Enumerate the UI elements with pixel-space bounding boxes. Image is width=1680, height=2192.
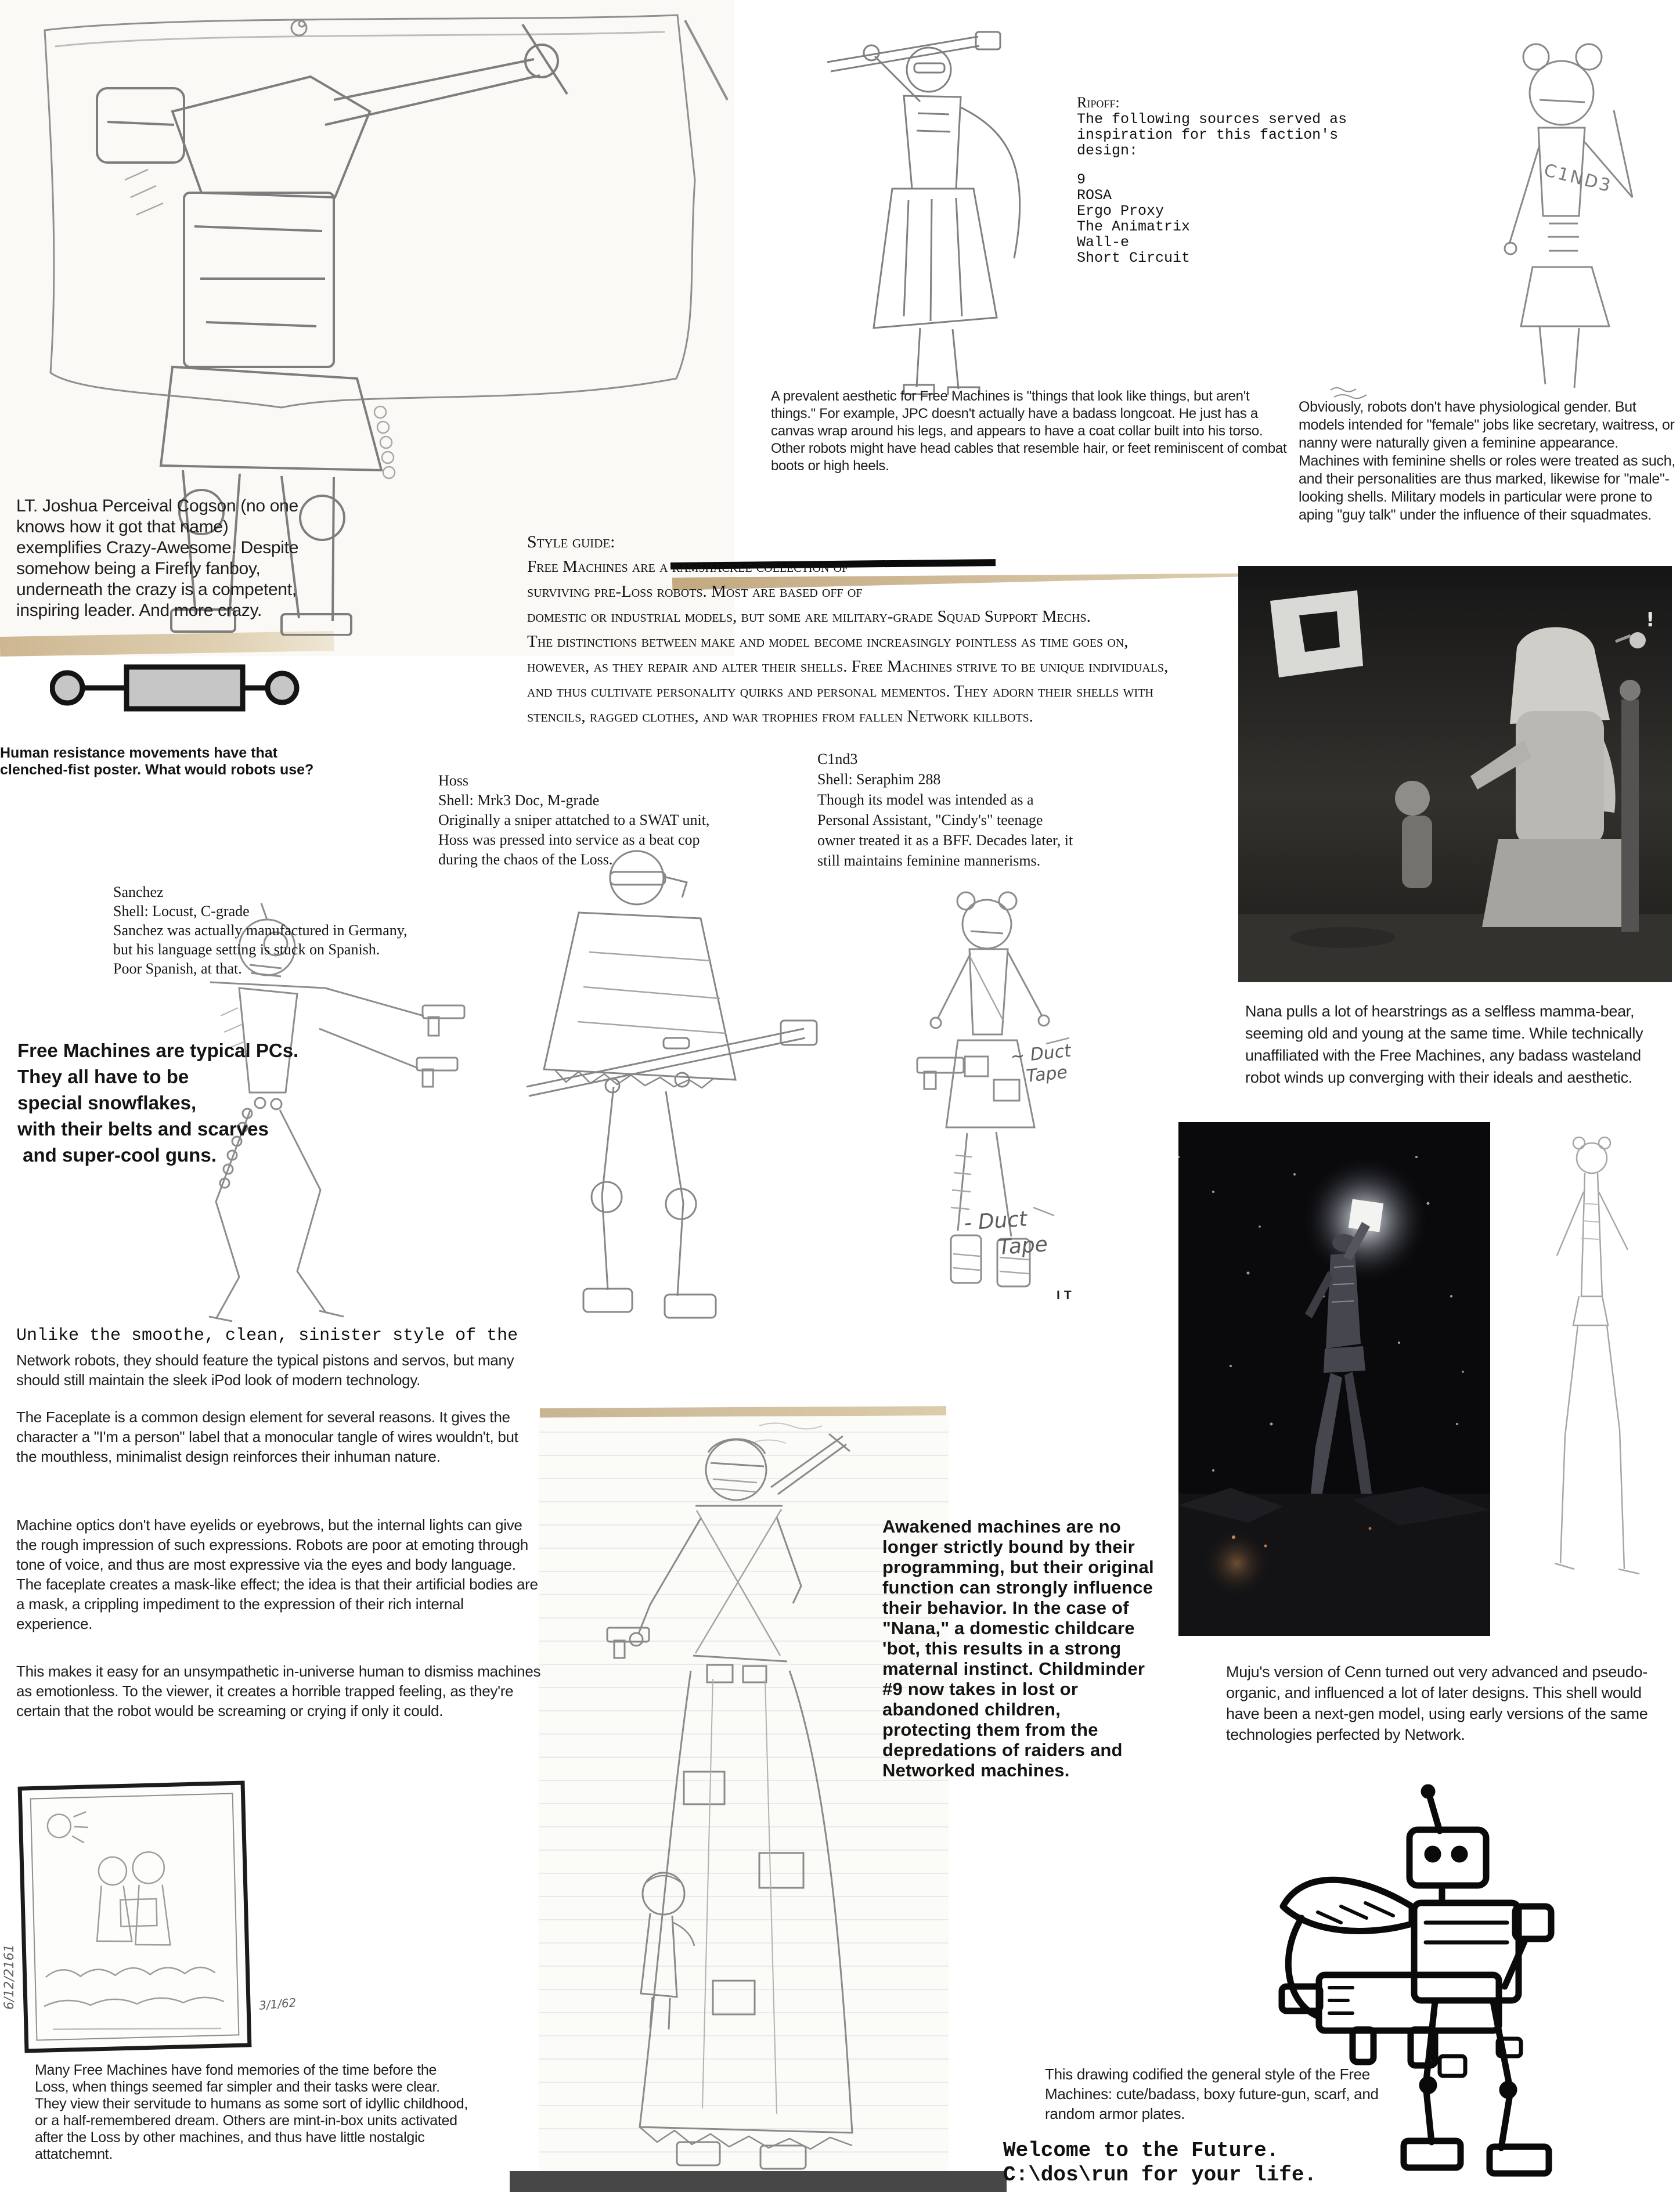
bio-line: Hoss	[438, 772, 469, 789]
hoss-bio	[438, 771, 709, 870]
duct-tape-line: Tape	[1025, 1062, 1069, 1087]
c1nd3-shirt-label: C1ND3	[1542, 160, 1614, 197]
style-guide-line: The distinctions between make and model become increasingly pointless as time goes on,	[527, 632, 1129, 651]
codified-caption: This drawing codified the general style of the Free Machines: cute/badass, boxy future-gun, scarf, and random armor plates.	[1045, 2065, 1379, 2122]
nana-caption: Nana pulls a lot of hearstrings as a selfless mamma-bear, seeming old and young at the same time. While technically unaffiliated with the Free Machines, any badass wasteland robot winds up converging with their ideals and aesthetic.	[1245, 1003, 1643, 1086]
pcs-line: and super-cool guns.	[17, 1144, 217, 1166]
hoss-sketch	[491, 836, 827, 1329]
ripoff-intro-line: The following sources served as	[1077, 111, 1347, 128]
nana-painting	[1238, 566, 1672, 982]
bio-line: Originally a sniper attatched to a SWAT unit,	[438, 812, 710, 828]
ripoff-intro-line: inspiration for this faction's	[1077, 127, 1339, 143]
bio-line: Hoss was pressed into service as a beat cop	[438, 831, 700, 848]
ripoff-intro-line: design:	[1077, 142, 1138, 159]
bio-line: still maintains feminine mannerisms.	[817, 852, 1041, 869]
sanchez-bio	[113, 882, 408, 978]
style-guide-line: stencils, ragged clothes, and war trophies from fallen Network killbots.	[527, 707, 1034, 726]
duct-tape-annotation-1	[1010, 1041, 1075, 1089]
optics-paragraph: Machine optics don't have eyelids or eyebrows, but the internal lights can give the rough impression of such expressions. Robots are poor at emoting through tone of voice, and thus are most expressive via the eyes and body language. The faceplate creates a mask-like effect; the idea is that their artificial bodies are a mask, a crippling impediment to the expression of their rich internal experience.	[16, 1516, 538, 1632]
lt-joshua-caption: LT. Joshua Perceival Cogson (no one knows how it got that name) exemplifies Crazy-Awesome. Despite somehow being a Firefly fanboy, underneath the crazy is a competent, inspiring leader. And more crazy.	[16, 496, 299, 620]
pcs-line: special snowflakes,	[17, 1092, 197, 1113]
pcs-line: with their belts and scarves	[17, 1118, 269, 1140]
duct-tape-line: ~ Duct	[1009, 1040, 1072, 1068]
duct-tape-line: - Duct	[963, 1207, 1028, 1235]
small-date-note: 3/1/62	[258, 1995, 297, 2013]
style-guide-block	[527, 529, 1168, 729]
pcs-line: They all have to be	[17, 1066, 189, 1087]
ink-scarf-robot-drawing	[1266, 1783, 1680, 2190]
exclaim-mark: !	[1646, 608, 1655, 632]
resistance-caption: Human resistance movements have that clenched-fist poster. What would robots use?	[0, 745, 314, 778]
style-guide-line: Style guide:	[527, 532, 615, 551]
framed-memory-drawing	[17, 1780, 252, 2053]
bio-line: C1nd3	[817, 751, 858, 767]
jpc-gun-robot-sketch	[804, 15, 1048, 395]
dismiss-paragraph: This makes it easy for an unsympathetic in-universe human to dismiss machines as emotionless. To the viewer, it creates a horrible trapped feeling, as they're certain that the robot would be screaming or crying if only it could.	[16, 1663, 541, 1719]
unlike-mono-line: Unlike the smoothe, clean, sinister style of the	[16, 1326, 518, 1346]
memories-caption: Many Free Machines have fond memories of the time before the Loss, when things seemed far simpler and their tasks were clear. They view their servitude to humans as some sort of idyllic childhood, or a half-remembered dream. Others are mint-in-box units activated after the Loss by other machines, and thus have little nostalgic attatchemnt.	[35, 2062, 468, 2162]
style-guide-line: domestic or industrial models, but some are military-grade Squad Support Mechs.	[527, 607, 1091, 626]
bio-line: but his language setting is stuck on Spanish.	[113, 941, 380, 958]
bio-line: owner treated it as a BFF. Decades later, it	[817, 832, 1073, 849]
ripoff-source: ROSA	[1077, 187, 1112, 204]
ripoff-source: 9	[1077, 171, 1086, 188]
aesthetic-paragraph: A prevalent aesthetic for Free Machines is "things that look like things, but aren't things." For example, JPC doesn't actually have a badass longcoat. He just has a canvas wrap around his legs, and appears to have a coat collar built into his torso. Other robots might have head cables that resemble hair, or feet reminiscent of combat boots or high heels.	[771, 388, 1287, 474]
muju-cenn-pencil-sketch	[1505, 1122, 1679, 1607]
welcome-tagline	[1003, 2139, 1317, 2187]
style-guide-line: surviving pre-Loss robots. Most are based off of	[527, 582, 863, 601]
bio-line: Personal Assistant, "Cindy's" teenage	[817, 812, 1043, 828]
ripoff-source: Wall-e	[1077, 234, 1130, 251]
ripoff-source: Ergo Proxy	[1077, 203, 1165, 219]
ripoff-source: Short Circuit	[1077, 250, 1191, 266]
c1nd3-bio	[817, 749, 1073, 871]
ripoff-intro	[1077, 111, 1347, 158]
bio-line: Sanchez was actually manufactured in Germany,	[113, 922, 408, 939]
bio-line: Poor Spanish, at that.	[113, 960, 242, 977]
vertical-date-note: 6/12/2161	[2, 1944, 17, 2010]
style-guide-line: however, as they repair and alter their shells. Free Machines strive to be unique individuals,	[527, 657, 1169, 676]
bio-line: during the chaos of the Loss.	[438, 851, 613, 868]
piston-diagram	[50, 662, 300, 714]
muju-cenn-painting	[1178, 1122, 1490, 1636]
c1nd3-topright-sketch	[1387, 23, 1678, 392]
duct-tape-annotation-2	[963, 1205, 1048, 1264]
style-guide-line: Free Machines are a ramshackle collection of	[527, 557, 849, 576]
ripoff-source-list	[1077, 172, 1190, 266]
bio-line: Shell: Locust, C-grade	[113, 903, 250, 920]
ripoff-heading: Ripoff:	[1077, 94, 1120, 111]
ripoff-source: The Animatrix	[1077, 218, 1191, 235]
gender-paragraph: Obviously, robots don't have physiological gender. But models intended for "female" jobs like secretary, waitress, or nanny were naturally given a feminine appearance. Machines with feminine shells or roles were treated as such, and their personalities are thus marked, likewise for "male"-looking shells. Military models in particular were prone to aping "guy talk" under the influence of their squadmates.	[1299, 399, 1675, 523]
bio-line: Shell: Seraphim 288	[817, 771, 941, 788]
unlike-paragraph: Network robots, they should feature the typical pistons and servos, but many should still maintain the sleek iPod look of modern technology.	[16, 1351, 514, 1389]
welcome-line: C:\dos\run for your life.	[1003, 2163, 1317, 2187]
muju-caption: Muju's version of Cenn turned out very advanced and pseudo-organic, and influenced a lot of later designs. This shell would have been a next-gen model, using early versions of the same technologies perfected by Network.	[1226, 1663, 1648, 1743]
faceplate-paragraph: The Faceplate is a common design element for several reasons. It gives the character a "I'm a person" label that a monocular tangle of wires wouldn't, but the mouthless, minimalist design reinforces their inhuman nature.	[16, 1408, 518, 1465]
duct-tape-line: Tape	[997, 1232, 1049, 1260]
bio-line: Shell: Mrk3 Doc, M-grade	[438, 792, 600, 809]
style-guide-line: and thus cultivate personality quirks and personal mementos. They adorn their shells with	[527, 682, 1153, 701]
welcome-line: Welcome to the Future.	[1003, 2139, 1279, 2162]
bio-line: Though its model was intended as a	[817, 791, 1034, 808]
awakened-paragraph: Awakened machines are no longer strictly bound by their programming, but their original function can strongly influence their behavior. In the case of "Nana," a domestic childcare 'bot, this results in a strong maternal instinct. Childminder #9 now takes in lost or abandoned children, protecting them from the depredations of raiders and Networked machines.	[882, 1516, 1154, 1780]
typical-pcs-note	[17, 1037, 298, 1168]
it-mark: IT	[1057, 1289, 1076, 1302]
pcs-line: Free Machines are typical PCs.	[17, 1040, 299, 1061]
bio-line: Sanchez	[113, 884, 164, 900]
